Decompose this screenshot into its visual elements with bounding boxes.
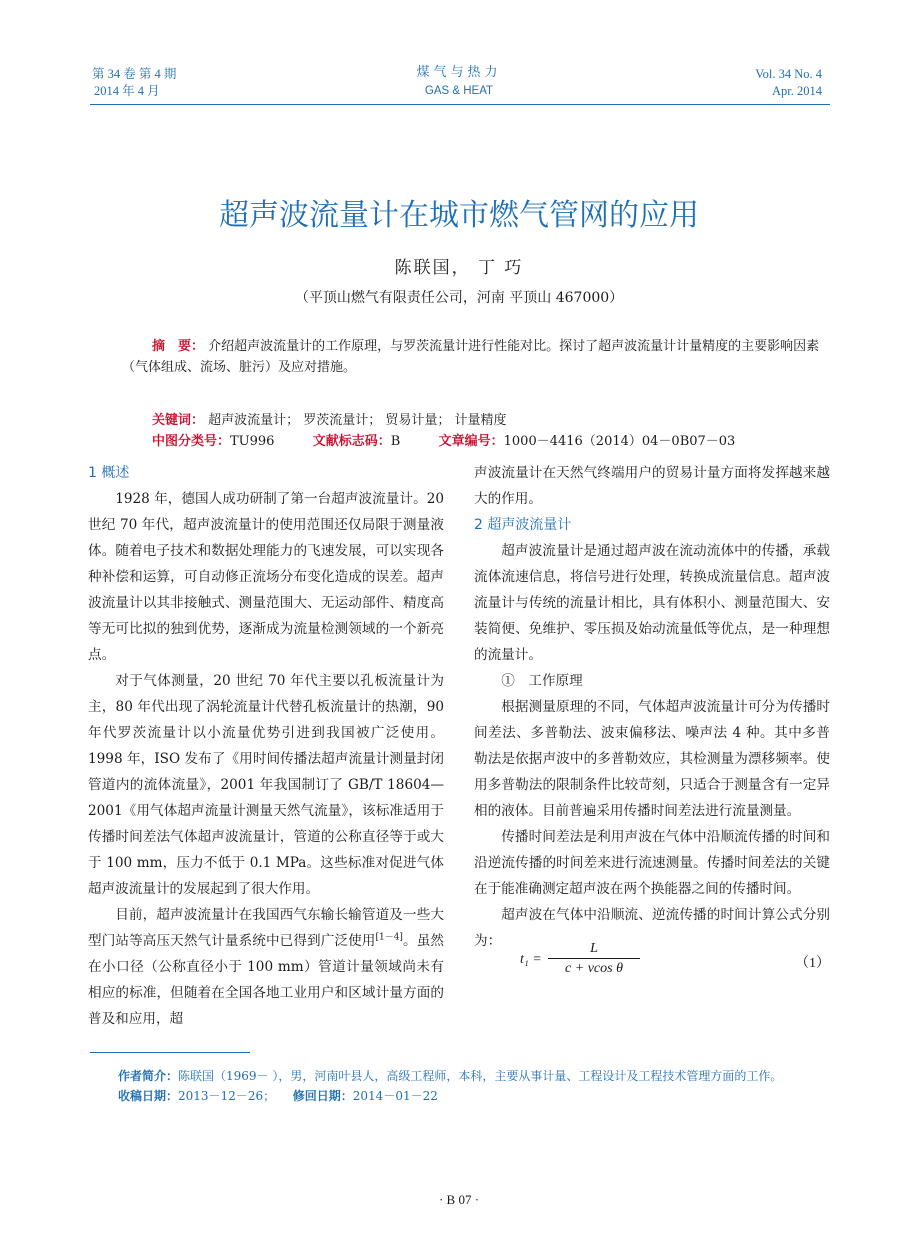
abstract-label: 摘 要： — [152, 339, 205, 354]
body-right-column — [474, 460, 830, 954]
equation-number: （1） — [795, 956, 830, 971]
author-bio-text: 陈联国（1969－ ），男，河南叶县人，高级工程师，本科，主要从事计量、工程设计及工程技术管理方面的工作。 — [178, 1069, 783, 1083]
section-1-paragraph-1: 1928 年，德国人成功研制了第一台超声波流量计。20 世纪 70 年代，超声波流量计的使用范围还仅局限于测量液体。随着电子技术和数据处理能力的飞速发展，可以实现各种补偿和运算，可自动修正流场分布变化造成的误差。超声波流量计以其非接触式、测量范围大、无运动部件、精度高等无可比拟的独到优势，逐渐成为流量检测领域的一个新亮点。 — [88, 491, 444, 663]
abstract — [122, 336, 822, 378]
received-label: 收稿日期： — [118, 1089, 179, 1103]
article-id-label: 文章编号： — [438, 434, 504, 449]
revised-label: 修回日期： — [292, 1089, 353, 1103]
equation-1 — [520, 940, 840, 984]
classification-line — [152, 431, 735, 452]
citation-ref: [1－4] — [375, 932, 403, 943]
footnote-rule — [90, 1052, 250, 1053]
received-date: 2013－12－26； — [178, 1089, 276, 1103]
section-2-paragraph-1: 超声波流量计是通过超声波在流动流体中的传播，承载流体流速信息，将信号进行处理，转换成流量信息。超声波流量计与传统的流量计相比，具有体积小、测量范围大、安装简便、免维护、零压损及始动流量低等优点，是一种理想的流量计。 — [474, 543, 830, 663]
section-2-paragraph-3: 传播时间差法是利用声波在气体中沿顺流传播的时间和沿逆流传播的时间差来进行流速测量。传播时间差法的关键在于能准确测定超声波在两个换能器之间的传播时间。 — [474, 829, 830, 897]
section-2-paragraph-4: 超声波在气体中沿顺流、逆流传播的时间计算公式分别为： — [474, 907, 830, 949]
paragraph-3-part-a: 目前，超声波流量计在我国西气东输长输管道及一些大型门站等高压天然气计量系统中已得到广泛使用 — [88, 907, 444, 949]
continued-paragraph: 声波流量计在天然气终端用户的贸易计量方面将发挥越来越大的作用。 — [474, 465, 830, 507]
article-id-value: 1000－4416（2014）04－0B07－03 — [503, 434, 736, 449]
article-title: 超声波流量计在城市燃气管网的应用 — [219, 198, 699, 233]
journal-name-en: GAS & HEAT — [424, 85, 494, 97]
author-bio-label: 作者简介： — [118, 1069, 179, 1083]
clc-value: TU996 — [230, 434, 275, 449]
header-date-en: Apr. 2014 — [772, 84, 822, 98]
equation-fraction — [548, 940, 640, 979]
abstract-text: 介绍超声波流量计的工作原理，与罗茨流量计进行性能对比。探讨了超声波流量计计量精度的主要影响因素（气体组成、流场、脏污）及应对措施。 — [122, 339, 820, 375]
body-left-column — [88, 460, 444, 1032]
doc-code-label: 文献标志码： — [312, 434, 391, 449]
section-1-heading: 1 概述 — [88, 465, 130, 481]
subsection-1-heading: ① 工作原理 — [501, 673, 583, 689]
dates-line — [118, 1086, 838, 1106]
keywords-label: 关键词： — [152, 413, 205, 428]
section-2-heading: 2 超声波流量计 — [474, 517, 572, 533]
equation-numerator: L — [590, 941, 598, 956]
header-rule — [90, 104, 830, 105]
header-volume-en: Vol. 34 No. 4 — [755, 67, 822, 81]
section-2-paragraph-2: 根据测量原理的不同，气体超声波流量计可分为传播时间差法、多普勒法、波束偏移法、噪声法 4 种。其中多普勒法是依据声波中的多普勒效应，其检测量为漂移频率。使用多普勒法的限制条件比较苛刻，只适合于测量含有一定异相的液体。目前普遍采用传播时间差法进行流量测量。 — [474, 699, 830, 819]
keywords-text: 超声波流量计； 罗茨流量计； 贸易计量； 计量精度 — [208, 413, 507, 428]
header-volume-info-en — [755, 66, 822, 100]
doc-code-value: B — [390, 434, 401, 449]
revised-date: 2014－01－22 — [352, 1089, 438, 1103]
equation-denominator: c + vcos θ — [565, 961, 623, 976]
section-1-paragraph-3 — [88, 902, 444, 1032]
article-meta — [152, 410, 735, 452]
header-date: 2014 年 4 月 — [94, 84, 160, 98]
author-bio-line — [118, 1066, 838, 1086]
footnote — [118, 1066, 838, 1106]
section-1-paragraph-2: 对于气体测量，20 世纪 70 年代主要以孔板流量计为主，80 年代出现了涡轮流量计代替孔板流量计的热潮，90 年代罗茨流量计以小流量优势引进到我国被广泛使用。1998 年，ISO 发布了《用时间传播法超声流量计测量封闭管道内的流体流量》，2001 年我国制订了 GB/T 18604—2001《用气体超声流量计测量天然气流量》，该标准适用于传播时间差法气体超声波流量计，管道的公称直径等于或大于 100 mm，压力不低于 0.1 MPa。这些标准对促进气体超声波流量计的发展起到了很大作用。 — [88, 673, 444, 897]
journal-name-cn: 煤气与热力 — [416, 65, 502, 80]
paragraph-3-part-b: 。虽然在小口径（公称直径小于 100 mm）管道计量领域尚未有相应的标准，但随着在全国各地工业用户和区域计量方面的普及和应用，超 — [88, 933, 445, 1027]
header-volume: 第 34 卷 第 4 期 — [92, 67, 177, 81]
article-authors: 陈联国， 丁 巧 — [394, 258, 524, 278]
equation-lhs: t₁ = — [520, 952, 542, 967]
page-number: · B 07 · — [438, 1192, 480, 1207]
article-affiliation: （平顶山燃气有限责任公司，河南 平顶山 467000） — [294, 290, 624, 306]
clc-label: 中图分类号： — [152, 434, 231, 449]
keywords-line — [152, 410, 735, 431]
